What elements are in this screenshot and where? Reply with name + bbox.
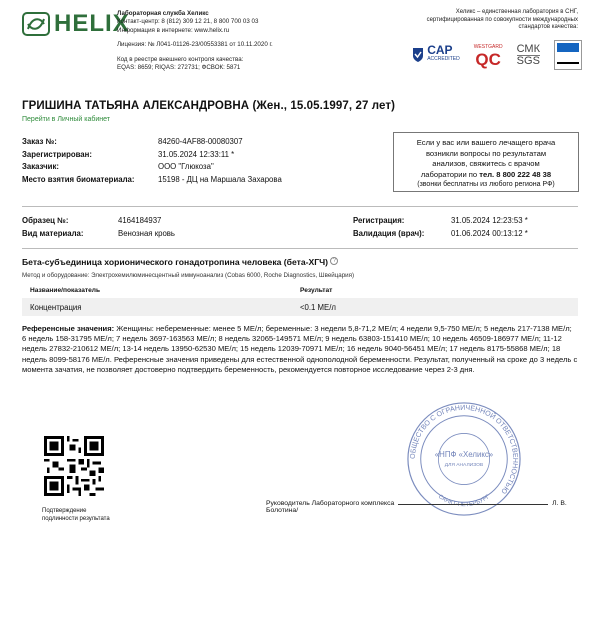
qr-caption xyxy=(42,507,110,523)
personal-cabinet-link[interactable]: Перейти в Личный кабинет xyxy=(22,116,111,123)
registration-label: Регистрация: xyxy=(353,216,405,225)
internet-info: Информация в интернете: www.helix.ru xyxy=(117,26,230,34)
validation-value: 01.06.2024 00:13:12 * xyxy=(451,229,528,238)
stamp-sub-text: ДЛЯ АНАЛИЗОВ xyxy=(444,462,484,468)
result-name: Концентрация xyxy=(30,302,82,312)
stamp-outer-text: ОБЩЕСТВО С ОГРАНИЧЕННОЙ ОТВЕТСТВЕННОСТЬЮ xyxy=(408,403,520,496)
cap-icon xyxy=(411,47,425,63)
customer-label: Заказчик: xyxy=(22,162,59,171)
divider xyxy=(22,206,578,207)
test-title xyxy=(22,257,338,267)
global-group-line xyxy=(557,62,579,64)
refs-label: Референсные значения: xyxy=(22,324,115,333)
helix-logo xyxy=(22,10,130,38)
sample-dates xyxy=(353,216,581,238)
license: Лицензия: № Л041-01126-23/00553381 от 10.11.2020 г. xyxy=(117,41,273,49)
qc-text: QC xyxy=(475,49,501,69)
sampling-place-label: Место взятия биоматериала: xyxy=(22,174,135,184)
sgs-text: SGS xyxy=(516,54,540,67)
callbox-line-2: возникли вопросы по результатам xyxy=(425,148,547,158)
table-row xyxy=(22,298,578,316)
signature-underline xyxy=(398,504,548,505)
col-result-header: Результат xyxy=(300,287,333,294)
smk-sgs-logo xyxy=(517,44,540,67)
patient-name: ГРИШИНА ТАТЬЯНА АЛЕКСАНДРОВНА (Жен., 15.05.1997, 27 лет) xyxy=(22,100,396,112)
stamp-city-text: САНКТ-ПЕТЕРБУРГ xyxy=(437,493,491,509)
sample-details xyxy=(22,216,298,238)
test-method: Метод и оборудование: Электрохемилюминесцентный иммуноанализ (Cobas 6000, Roche Diagnostics, Швейцария) xyxy=(22,272,355,279)
registration-value: 31.05.2024 12:23:53 * xyxy=(451,216,528,225)
validation-label: Валидация (врач): xyxy=(353,229,425,238)
westgard-text: WESTGARD xyxy=(473,43,503,50)
material-label: Вид материала: xyxy=(22,229,84,238)
cap-sub: ACCREDITED xyxy=(427,56,460,62)
result-value: <0.1 МЕ/л xyxy=(300,302,336,312)
col-name-header: Название/показатель xyxy=(30,287,101,294)
registered-value: 31.05.2024 12:33:11 * xyxy=(158,149,235,159)
qr-caption-2: подлинности результата xyxy=(42,516,110,522)
sampling-place-value: 15198 - ДЦ на Маршала Захарова xyxy=(158,174,282,184)
reference-values xyxy=(22,324,578,375)
sample-number-label: Образец №: xyxy=(22,216,69,225)
doctor-contact-box xyxy=(393,132,579,192)
cert-line-1: Хеликс – единственная лаборатория в СНГ, xyxy=(455,9,578,15)
qr-caption-1: Подтверждение xyxy=(42,508,87,514)
callbox-prefix: лаборатории по xyxy=(420,169,480,179)
westgard-qc-logo xyxy=(474,43,503,68)
customer-value: ООО "Глюкоза" xyxy=(158,162,214,171)
material-value: Венозная кровь xyxy=(118,229,175,238)
refs-text: Женщины: небеременные: менее 5 МЕ/л; беременные: 3 недели 5,8-71,2 МЕ/л; 4 недели 9,5-750 МЕ/л; 5 недель 217-7138 МЕ/л; 6 недель 158-31795 МЕ/л; 7 недель 3697-163563 МЕ/л; 8 недель 32065-149571 МЕ/л; 9 недель 63803-151410 МЕ/л; 10 недель 46509-186977 МЕ/л; 11-12 недель 27832-210612 МЕ/л; 13-14 недель 13950-62530 МЕ/л; 15 недель 12039-70971 МЕ/л; 16 недель 9040-56451 МЕ/л; 17 недель 8175-55868 МЕ/л; 18 недель 8099-58176 МЕ/л. Референсные значения приведены для естественной однополодной беременности. Результат, полученный на сроке до 3 недель с момента зачатия, не позволяет достоверно подтвердить беременность, рекомендуется повторное исследование через 2-3 дня. xyxy=(22,324,578,374)
order-number-value: 84260-4AF88-00080307 xyxy=(158,137,243,146)
order-number-label: Заказ №: xyxy=(22,137,57,146)
divider xyxy=(22,248,578,249)
ext-control-codes: EQAS: 8659; RIQAS: 272731; ФСВОК: 5871 xyxy=(117,64,241,72)
smk-text: СМК xyxy=(516,42,540,55)
lab-name: Лабораторная служба Хеликс xyxy=(117,10,209,17)
test-title-text: Бета-субъединица хорионического гонадотропина человека (бета-ХГЧ) xyxy=(22,257,328,267)
cert-line-2: сертифицированная по совокупности международных xyxy=(426,16,578,23)
callbox-line-1: Если у вас или вашего лечащего врача xyxy=(416,138,556,147)
cap-text: CAP xyxy=(427,43,453,57)
cap-logo xyxy=(411,43,460,64)
results-header xyxy=(22,287,578,294)
lab-info xyxy=(117,10,273,72)
cert-line-3: стандартов качества: xyxy=(518,24,578,31)
certification-text xyxy=(378,9,578,32)
callbox-phone[interactable]: тел. 8 800 222 48 38 xyxy=(479,169,552,179)
callbox-line-3: анализов, свяжитесь с врачом xyxy=(432,159,540,168)
logo-text: HELIX xyxy=(54,10,130,37)
head-name: Л. В. Болотина/ xyxy=(266,500,567,514)
registered-label: Зарегистрирован: xyxy=(22,149,92,159)
stamp-mid-text: «НПФ «Хеликс» xyxy=(434,450,494,460)
order-details xyxy=(22,137,378,184)
callbox-line-5: (звонки бесплатны из любого региона РФ) xyxy=(417,181,555,188)
global-group-bar xyxy=(557,43,579,52)
signature-line xyxy=(266,500,600,514)
head-label: Руководитель Лабораторного комплекса xyxy=(266,500,395,507)
global-group-logo xyxy=(554,40,582,70)
qr-code-icon[interactable] xyxy=(44,436,104,496)
sample-number-value: 4164184937 xyxy=(118,216,162,225)
helix-logo-icon xyxy=(22,12,50,36)
certification-logos xyxy=(411,40,582,70)
callbox-line-4 xyxy=(394,170,578,181)
info-icon[interactable]: ? xyxy=(330,257,338,265)
ext-control-title: Код в реестре внешнего контроля качества: xyxy=(117,55,244,63)
contact-center: Контакт-центр: 8 (812) 309 12 21, 8 800 700 03 03 xyxy=(117,18,259,26)
